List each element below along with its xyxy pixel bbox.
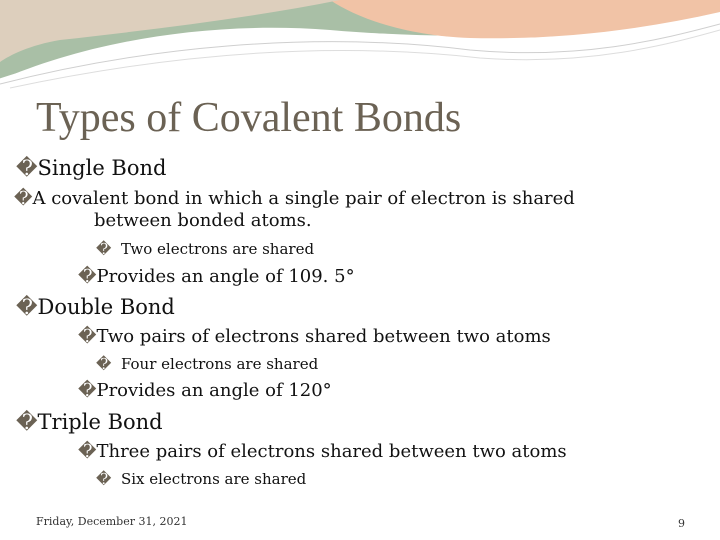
- bullet-text: Three pairs of electrons shared between two atoms: [96, 441, 567, 462]
- bullet-angle-double: [78, 380, 332, 401]
- bullet-text: Four electrons are shared: [120, 355, 319, 373]
- bullet-two-electrons: [96, 240, 314, 258]
- bullet-icon: �: [96, 240, 112, 258]
- bullet-icon: �: [78, 380, 97, 401]
- bullet-icon: �: [96, 470, 112, 488]
- header-decoration: [0, 0, 720, 90]
- footer-date: Friday, December 31, 2021: [36, 515, 188, 528]
- bullet-text: A covalent bond in which a single pair of electron is shared: [32, 188, 575, 209]
- bullet-icon: �: [78, 326, 97, 347]
- bullet-six-electrons: [96, 470, 306, 488]
- bullet-text: Provides an angle of 109. 5°: [96, 266, 355, 287]
- bullet-two-pairs: [78, 326, 551, 347]
- bullet-single-bond-definition: [14, 188, 575, 209]
- bullet-double-bond: [16, 295, 175, 319]
- bullet-continuation: between bonded atoms.: [94, 210, 312, 231]
- bullet-icon: �: [16, 156, 38, 180]
- bullet-text: Single Bond: [37, 156, 167, 180]
- bullet-icon: �: [16, 410, 38, 434]
- bullet-four-electrons: [96, 355, 318, 373]
- bullet-text: Triple Bond: [37, 410, 163, 434]
- bullet-icon: �: [78, 266, 97, 287]
- bullet-text: Six electrons are shared: [120, 470, 307, 488]
- bullet-triple-bond: [16, 410, 163, 434]
- bullet-single-bond: [16, 156, 166, 180]
- bullet-text: Provides an angle of 120°: [96, 380, 332, 401]
- slide-title: Types of Covalent Bonds: [36, 95, 462, 141]
- bullet-angle-single: [78, 266, 355, 287]
- bullet-icon: �: [16, 295, 38, 319]
- bullet-text: Two electrons are shared: [120, 240, 315, 258]
- bullet-three-pairs: [78, 441, 567, 462]
- bullet-text: Two pairs of electrons shared between two atoms: [96, 326, 551, 347]
- bullet-icon: �: [78, 441, 97, 462]
- page-number: 9: [678, 517, 685, 530]
- bullet-icon: �: [14, 188, 33, 209]
- bullet-icon: �: [96, 355, 112, 373]
- bullet-text: Double Bond: [37, 295, 175, 319]
